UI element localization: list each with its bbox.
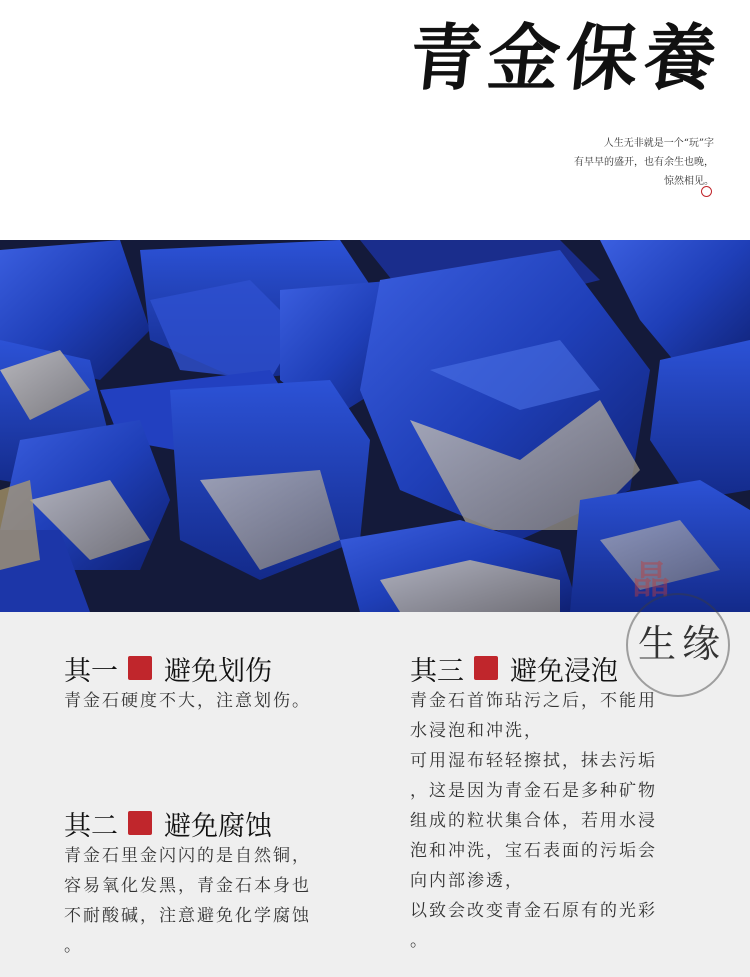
poem-line: 惊然相见。 <box>664 176 714 187</box>
section-number: 其一 <box>64 655 118 687</box>
section-title <box>64 805 311 841</box>
body-line: 。 <box>64 936 83 956</box>
section-heading: 避免浸泡 <box>510 655 618 687</box>
body-line: 容易氧化发黑，青金石本身也 <box>64 876 311 896</box>
body-line: 不耐酸碱，注意避免化学腐蚀 <box>64 906 311 926</box>
section-scratch <box>64 650 311 716</box>
red-seal-icon <box>474 656 498 680</box>
section-heading: 避免腐蚀 <box>164 810 272 842</box>
body-line: 青金石首饰玷污之后，不能用 <box>410 691 657 711</box>
body-line: 组成的粒状集合体，若用水浸 <box>410 811 657 831</box>
body-line: 青金石里金闪闪的是自然铜， <box>64 846 311 866</box>
brand-watermark <box>620 545 750 695</box>
body-line: 向内部渗透， <box>410 871 524 891</box>
section-soaking <box>410 650 657 956</box>
body-line: 青金石硬度不大，注意划伤。 <box>64 691 311 711</box>
header <box>0 0 750 240</box>
body-line: 可用湿布轻轻擦拭，抹去污垢 <box>410 751 657 771</box>
section-body <box>64 686 311 716</box>
red-seal-icon <box>128 656 152 680</box>
section-body <box>410 686 657 956</box>
red-seal-icon <box>128 811 152 835</box>
small-seal-icon <box>701 186 712 197</box>
watermark-text: 生缘 <box>638 622 727 666</box>
section-title <box>64 650 311 686</box>
section-heading: 避免划伤 <box>164 655 272 687</box>
body-line: ，这是因为青金石是多种矿物 <box>410 781 657 801</box>
section-corrosion <box>64 805 311 961</box>
body-line: 。 <box>410 931 429 951</box>
body-line: 水浸泡和冲洗， <box>410 721 543 741</box>
poem-line: 有早早的盛开，也有余生也晚， <box>574 157 714 168</box>
section-number: 其二 <box>64 810 118 842</box>
body-line: 泡和冲洗，宝石表面的污垢会 <box>410 841 657 861</box>
page-title: 青金保養 <box>405 15 727 100</box>
section-number: 其三 <box>410 655 464 687</box>
poem-line: 人生无非就是一个“玩”字 <box>603 138 714 149</box>
poem-text <box>574 134 714 191</box>
body-line: 以致会改变青金石原有的光彩 <box>410 901 657 921</box>
watermark-top-char: 晶 <box>632 557 671 602</box>
section-body <box>64 841 311 961</box>
